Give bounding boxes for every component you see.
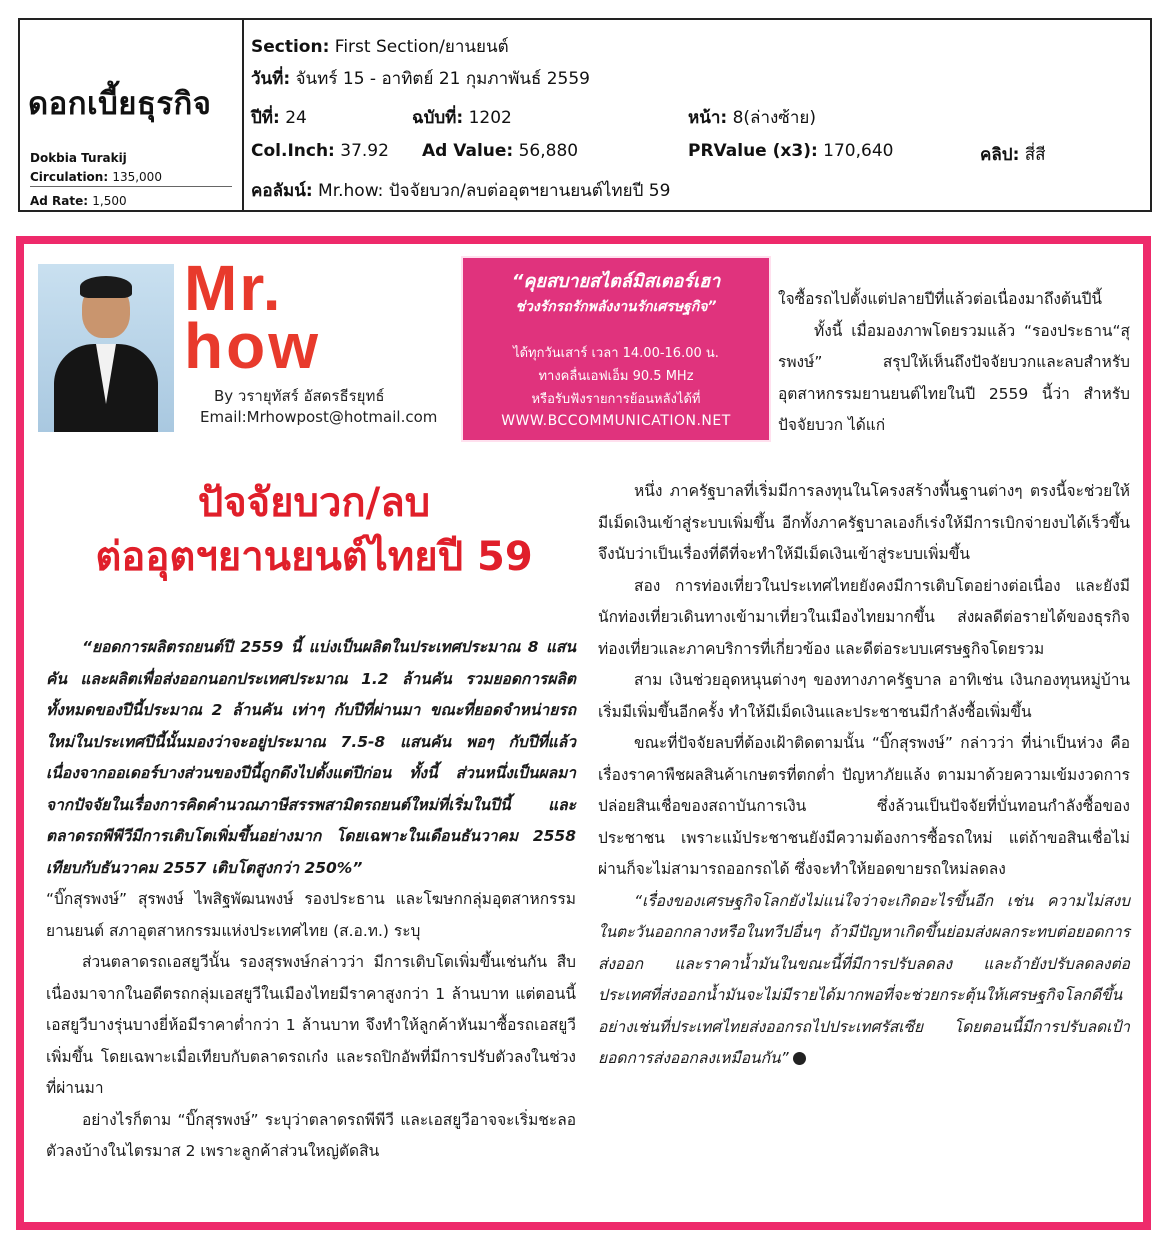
col-inch-label: Col.Inch: — [251, 141, 335, 161]
ad-value-label: Ad Value: — [422, 141, 514, 161]
clip-label: คลิป: — [980, 145, 1020, 165]
article-clipping — [16, 236, 1151, 1230]
date-value: จันทร์ 15 - อาทิตย์ 21 กุมภาพันธ์ 2559 — [295, 69, 590, 89]
pr-value-value: 170,640 — [823, 141, 894, 161]
article-paragraph: ใจซื้อรถไปตั้งแต่ปลายปีที่แล้วต่อเนื่องมาถึงต้นปีนี้ — [778, 290, 1103, 308]
promo-listen-back: หรือรับฟังรายการย้อนหลังได้ที่ — [531, 392, 701, 407]
article-paragraph: อย่างไรก็ตาม “บิ๊กสุรพงษ์” ระบุว่าตลาดรถพีพีวี และเอสยูวีอาจจะเริ่มชะลอตัวลงบ้างในไตรมาส 2 เพราะลูกค้าส่วนใหญ่ตัดสิน — [46, 1110, 576, 1160]
meta-date — [251, 65, 590, 92]
meta-col-inch — [251, 141, 389, 161]
ad-value-value: 56,880 — [518, 141, 579, 161]
article-paragraph: ขณะที่ปัจจัยลบที่ต้องเฝ้าติดตามนั้น “บิ๊กสุรพงษ์” กล่าวว่า ที่น่าเป็นห่วง คือเรื่องราคาพืชผลสินค้าเกษตรที่ตกต่ำ ปัญหาภัยแล้ง ตามมาด้วยความเข้มงวดการปล่อยสินเชื่อของสถาบันการเงิน ซึ่งล้วนเป็นปัจจัยที่บั่นทอนกำลังซื้อของประชาชน เพราะแม้ประชาชนยังมีความต้องการซื้อรถใหม่ แต่ถ้าขอสินเชื่อไม่ผ่านก็จะไม่สามารถออกรถได้ ซึ่งจะทำให้ยอดขายรถใหม่ลดลง — [598, 734, 1130, 878]
page-value: 8(ล่างซ้าย) — [732, 108, 816, 128]
author-photo — [38, 264, 174, 432]
issue-value: 1202 — [468, 108, 512, 128]
article-column-right-top — [778, 284, 1130, 442]
promo-frequency: ทางคลื่นเอฟเอ็ม 90.5 MHz — [538, 369, 694, 384]
pr-value-label: PRValue (x3): — [688, 141, 818, 161]
meta-ad-value — [422, 141, 578, 161]
publication-title: ดอกเบี้ยธุรกิจ — [28, 86, 212, 122]
closing-quote-text: “เรื่องของเศรษฐกิจโลกยังไม่แน่ใจว่าจะเกิดอะไรขึ้นอีก เช่น ความไม่สงบในตะวันออกกลางหรือในทวีปอื่นๆ ถ้ามีปัญหาเกิดขึ้นย่อมส่งผลกระทบต่อยอดการส่งออก และราคาน้ำมันในขณะนี้ที่มีการปรับลดลง และถ้ายังปรับลดลงต่อ ประเทศที่ส่งออกน้ำมันจะไม่มีรายได้มากพอที่จะช่วยกระตุ้นให้เศรษฐกิจโลกดีขึ้น อย่างเช่นที่ประเทศไทยส่งออกรถไปประเทศรัสเซีย โดยตอนนี้มีการปรับลดเป้ายอดการส่งออกลงเหมือนกัน” — [598, 891, 1130, 1067]
headline-line-2: ต่ออุตฯยานยนต์ไทยปี 59 — [95, 534, 533, 580]
year-value: 24 — [285, 108, 307, 128]
ad-rate-label: Ad Rate: — [30, 194, 89, 208]
page-label: หน้า: — [688, 108, 728, 128]
circulation-value: 135,000 — [112, 170, 162, 184]
logo-mr-text: Mr. — [184, 252, 283, 324]
issue-label: ฉบับที่: — [412, 108, 464, 128]
article-paragraph: สาม เงินช่วยอุดหนุนต่างๆ ของทางภาครัฐบาล อาทิเช่น เงินกองทุนหมู่บ้านเริ่มมีเพิ่มขึ้นอีกครั้ง ทำให้มีเม็ดเงินและประชาชนมีกำลังซื้อเพิ่มขึ้น — [598, 671, 1130, 721]
article-column-right — [598, 476, 1130, 1075]
publication-brand — [20, 20, 244, 210]
circulation — [30, 170, 232, 187]
section-value: First Section/ยานยนต์ — [334, 37, 509, 57]
logo-how-text: how — [184, 310, 321, 382]
meta-issue — [412, 104, 512, 131]
author-byline: By วรายุทัสร์ อัสดรธีรยุทธ์ — [214, 387, 385, 405]
promo-time: ได้ทุกวันเสาร์ เวลา 14.00-16.00 น. — [513, 346, 719, 361]
radio-promo-box — [461, 256, 771, 442]
clip-value: สี่สี — [1024, 145, 1046, 165]
meta-pr-value — [688, 141, 893, 161]
column-label: คอลัมน์: — [251, 181, 313, 201]
article-paragraph: “บิ๊กสุรพงษ์” สุรพงษ์ ไพสิฐพัฒนพงษ์ รองประธาน และโฆษกกลุ่มอุตสาหกรรมยานยนต์ สภาอุตสาหกรรมแห่งประเทศไทย (ส.อ.ท.) ระบุ — [46, 890, 576, 940]
end-mark-icon — [793, 1052, 806, 1065]
article-column-left — [46, 632, 576, 1168]
column-value: Mr.how: ปัจจัยบวก/ลบต่ออุตฯยานยนต์ไทยปี 59 — [318, 181, 671, 201]
article-paragraph: “ยอดการผลิตรถยนต์ปี 2559 นี้ แบ่งเป็นผลิตในประเทศประมาณ 8 แสนคัน และผลิตเพื่อส่งออกนอกประเทศประมาณ 1.2 ล้านคัน รวมยอดการผลิตทั้งหมดของปีนี้ประมาณ 2 ล้านคัน เท่าๆ กับปีที่ผ่านมา ขณะที่ยอดจำหน่ายรถใหม่ในประเทศปีนี้นั้นมองว่าจะอยู่ประมาณ 7.5-8 แสนคัน พอๆ กับปีที่แล้ว เนื่องจากออเดอร์บางส่วนของปีนี้ถูกดึงไปตั้งแต่ปีก่อน ทั้งนี้ ส่วนหนึ่งเป็นผลมาจากปัจจัยในเรื่องการคิดคำนวณภาษีสรรพสามิตรถยนต์ใหม่ที่เริ่มในปีนี้ และตลาดรถพีพีวีมีการเติบโตเพิ่มขึ้นอย่างมาก โดยเฉพาะในเดือนธันวาคม 2558 เทียบกับธันวาคม 2557 เติบโตสูงกว่า 250%” — [46, 638, 576, 877]
circulation-label: Circulation: — [30, 170, 109, 184]
promo-url: WWW.BCCOMMUNICATION.NET — [501, 413, 731, 429]
meta-year — [251, 104, 307, 131]
promo-title: “คุยสบายสไตล์มิสเตอร์เฮา — [511, 271, 721, 292]
meta-column — [251, 177, 670, 204]
meta-section — [251, 33, 509, 60]
date-label: วันที่: — [251, 69, 291, 89]
article-paragraph: หนึ่ง ภาครัฐบาลที่เริ่มมีการลงทุนในโครงสร้างพื้นฐานต่างๆ ตรงนี้จะช่วยให้มีเม็ดเงินเข้าสู่ระบบเพิ่มขึ้น อีกทั้งภาครัฐบาลเองก็เร่งให้มีการเบิกจ่ายงบได้เร็วขึ้น จึงนับว่าเป็นเรื่องที่ดีที่จะทำให้มีเม็ดเงินเข้าสู่ระบบเพิ่มขึ้น — [598, 482, 1130, 563]
article-paragraph: ทั้งนี้ เมื่อมองภาพโดยรวมแล้ว “รองประธาน“สุรพงษ์” สรุปให้เห็นถึงปัจจัยบวกและลบสำหรับอุตสาหกรรมยานยนต์ไทยในปี 2559 นี้ว่า สำหรับปัจจัยบวก ได้แก่ — [778, 321, 1130, 434]
ad-rate — [30, 194, 127, 208]
article-paragraph: ส่วนตลาดรถเอสยูวีนั้น รองสุรพงษ์กล่าวว่า มีการเติบโตเพิ่มขึ้นเช่นกัน สืบเนื่องมาจากในอดีตรถกลุ่มเอสยูวีในเมืองไทยมีราคาสูงกว่า 1 ล้านบาท แต่ตอนนี้เอสยูวีบางรุ่นบางยี่ห้อมีราคาต่ำกว่า 1 ล้านบาท จึงทำให้ลูกค้าหันมาซื้อรถเอสยูวีเพิ่มขึ้น โดยเฉพาะเมื่อเทียบกับตลาดรถเก๋ง และรถปิกอัพที่มีการปรับตัวลงในช่วงที่ผ่านมา — [46, 953, 576, 1097]
section-label: Section: — [251, 37, 330, 57]
author-email: Email:Mrhowpost@hotmail.com — [200, 408, 438, 426]
column-logo — [184, 252, 444, 382]
article-paragraph: สอง การท่องเที่ยวในประเทศไทยยังคงมีการเติบโตอย่างต่อเนื่อง และยังมีนักท่องเที่ยวเดินทางเข้ามาเที่ยวในเมืองไทยมากขึ้น ส่งผลดีต่อรายได้ของธุรกิจท่องเที่ยวและภาคบริการที่เกี่ยวข้อง และดีต่อระบบเศรษฐกิจโดยรวม — [598, 576, 1130, 658]
year-label: ปีที่: — [251, 108, 280, 128]
ad-rate-value: 1,500 — [92, 194, 127, 208]
article-paragraph — [598, 886, 1130, 1075]
clipping-header — [18, 18, 1152, 212]
meta-page — [688, 104, 816, 131]
headline-line-1: ปัจจัยบวก/ลบ — [197, 480, 431, 526]
publication-latin-name: Dokbia Turakij — [30, 151, 127, 165]
article-headline — [84, 476, 544, 584]
col-inch-value: 37.92 — [340, 141, 389, 161]
promo-subtitle: ช่วงรักรถรักพลังงานรักเศรษฐกิจ” — [515, 299, 717, 315]
meta-clip — [980, 141, 1046, 168]
